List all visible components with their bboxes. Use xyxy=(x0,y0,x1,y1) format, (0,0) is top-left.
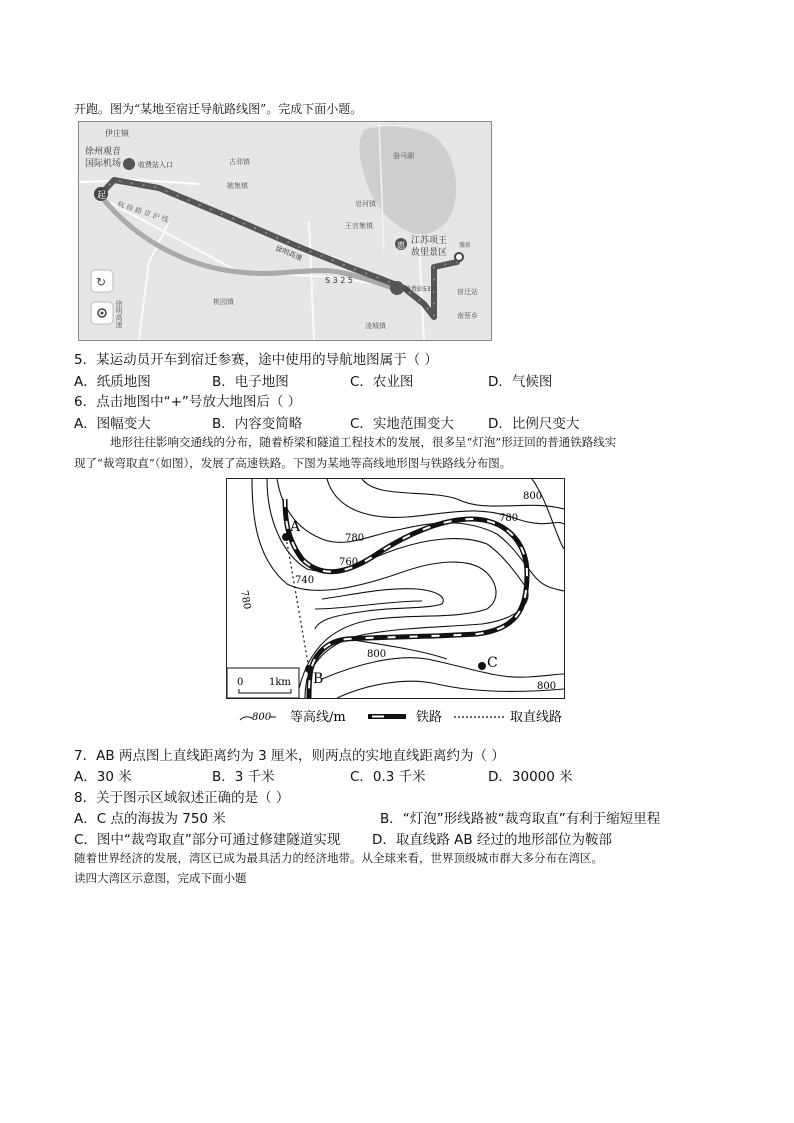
svg-text:凌城镇: 凌城镇 xyxy=(365,322,386,330)
start-label: 起 xyxy=(97,191,107,201)
q7-option-c[interactable]: C．0.3 千米 xyxy=(350,769,426,785)
svg-text:780: 780 xyxy=(238,589,253,611)
bottom-paragraph-line-2: 读四大湾区示意图，完成下面小题 xyxy=(74,871,247,885)
svg-text:收费站入口: 收费站入口 xyxy=(138,161,173,169)
svg-text:伊庄镇: 伊庄镇 xyxy=(105,129,129,138)
q5-option-c[interactable]: C．农业图 xyxy=(350,374,414,390)
airport-label: 徐州观音国际机场 xyxy=(85,147,122,169)
question-5-stem: 5．某运动员开车到宿迁参赛，途中使用的导航地图属于（ ） xyxy=(74,352,438,368)
legend-contour-sample: 800 xyxy=(252,712,272,723)
svg-text:姚集镇: 姚集镇 xyxy=(227,182,248,190)
legend-shortcut-label: 取直线路 xyxy=(510,710,563,725)
mid-paragraph-line-1: 地形往往影响交通线的分布，随着桥梁和隧道工程技术的发展，很多呈“灯泡”形迂回的普通铁路线实 xyxy=(110,435,617,449)
q7-option-a[interactable]: A．30 米 xyxy=(74,769,132,785)
q5-option-a[interactable]: A．纸质地图 xyxy=(74,374,151,390)
q7-option-d[interactable]: D．30000 米 xyxy=(488,769,573,785)
intro-text: 开跑。图为“某地至宿迁导航路线图”。完成下面小题。 xyxy=(74,102,363,116)
svg-text:1km: 1km xyxy=(269,677,291,688)
svg-text:A: A xyxy=(290,519,301,535)
q6-option-d[interactable]: D．比例尺变大 xyxy=(488,416,580,432)
q5-option-b[interactable]: B．电子地图 xyxy=(212,374,289,390)
svg-text:780: 780 xyxy=(499,513,519,524)
mid-paragraph-line-2: 现了“裁弯取直”（如图），发展了高速铁路。下图为某地等高线地形图与铁路线分布图。 xyxy=(74,456,512,470)
point-a xyxy=(282,533,290,541)
q8-option-b[interactable]: B．“灯泡”形线路被“裁弯取直”有利于缩短里程 xyxy=(380,811,661,827)
question-7-stem: 7．AB 两点图上直线距离约为 3 厘米，则两点的实地直线距离约为（ ） xyxy=(74,748,505,764)
contour-railway-map xyxy=(226,478,565,699)
refresh-icon: ↻ xyxy=(96,275,107,289)
legend-contour-label: 等高线/m xyxy=(290,710,346,725)
svg-text:收费站53元: 收费站53元 xyxy=(405,286,437,293)
end-marker xyxy=(455,253,463,261)
q6-option-b[interactable]: B．内容变简略 xyxy=(212,416,303,432)
point-c xyxy=(478,662,486,670)
legend-railway-label: 铁路 xyxy=(416,710,443,725)
svg-text:C: C xyxy=(487,655,498,671)
svg-text:0: 0 xyxy=(237,677,244,688)
q6-option-a[interactable]: A．图幅变大 xyxy=(74,416,151,432)
q6-option-c[interactable]: C．实地范围变大 xyxy=(350,416,454,432)
svg-text:800: 800 xyxy=(367,649,387,660)
svg-text:豫新: 豫新 xyxy=(459,242,472,249)
contour-map-svg xyxy=(227,479,564,698)
navigation-route-map xyxy=(78,121,492,341)
svg-text:皂河镇: 皂河镇 xyxy=(355,200,376,208)
q8-option-c[interactable]: C．图中“裁弯取直”部分可通过修建隧道实现 xyxy=(74,832,341,848)
svg-text:徐明高速: 徐明高速 xyxy=(274,244,304,263)
svg-text:骆马湖: 骆马湖 xyxy=(393,152,414,160)
lake-shape xyxy=(359,127,456,235)
svg-text:古邳镇: 古邳镇 xyxy=(229,158,250,166)
svg-text:760: 760 xyxy=(339,557,359,568)
q7-option-b[interactable]: B．3 千米 xyxy=(212,769,275,785)
svg-text:740: 740 xyxy=(295,575,315,586)
svg-text:南蔡乡: 南蔡乡 xyxy=(457,312,478,320)
toll-marker xyxy=(390,281,404,295)
svg-text:王官集镇: 王官集镇 xyxy=(345,222,373,230)
contour-map-legend xyxy=(238,707,568,727)
bottom-paragraph-line-1: 随着世界经济的发展，湾区已成为最具活力的经济地带。从全球来看，世界顶级城市群大多分布在湾区。 xyxy=(74,851,603,865)
svg-text:徐明高速: 徐明高速 xyxy=(115,300,123,328)
svg-text:宿迁站: 宿迁站 xyxy=(457,288,478,296)
svg-text:B: B xyxy=(313,671,324,687)
svg-text:800: 800 xyxy=(523,491,543,502)
scenic-label: 江苏项王故里景区 xyxy=(411,236,448,258)
svg-text:780: 780 xyxy=(345,533,365,544)
svg-text:惠: 惠 xyxy=(397,241,405,250)
q8-option-a[interactable]: A．C 点的海拔为 750 米 xyxy=(74,811,226,827)
navigation-map-svg xyxy=(79,122,491,340)
svg-text:S 3 2 5: S 3 2 5 xyxy=(325,276,353,285)
q5-option-d[interactable]: D．气候图 xyxy=(488,374,553,390)
point-b xyxy=(305,665,313,673)
svg-text:800: 800 xyxy=(537,681,557,692)
question-8-stem: 8．关于图示区域叙述正确的是（ ） xyxy=(74,790,290,806)
question-6-stem: 6．点击地图中“+”号放大地图后（ ） xyxy=(74,394,302,410)
svg-text:桃园镇: 桃园镇 xyxy=(213,298,234,306)
svg-text:杭 徐 路 京 沪 线: 杭 徐 路 京 沪 线 xyxy=(116,200,170,225)
q8-option-d[interactable]: D．取直线路 AB 经过的地形部位为鞍部 xyxy=(372,832,612,848)
toll-entry-marker xyxy=(123,158,135,170)
